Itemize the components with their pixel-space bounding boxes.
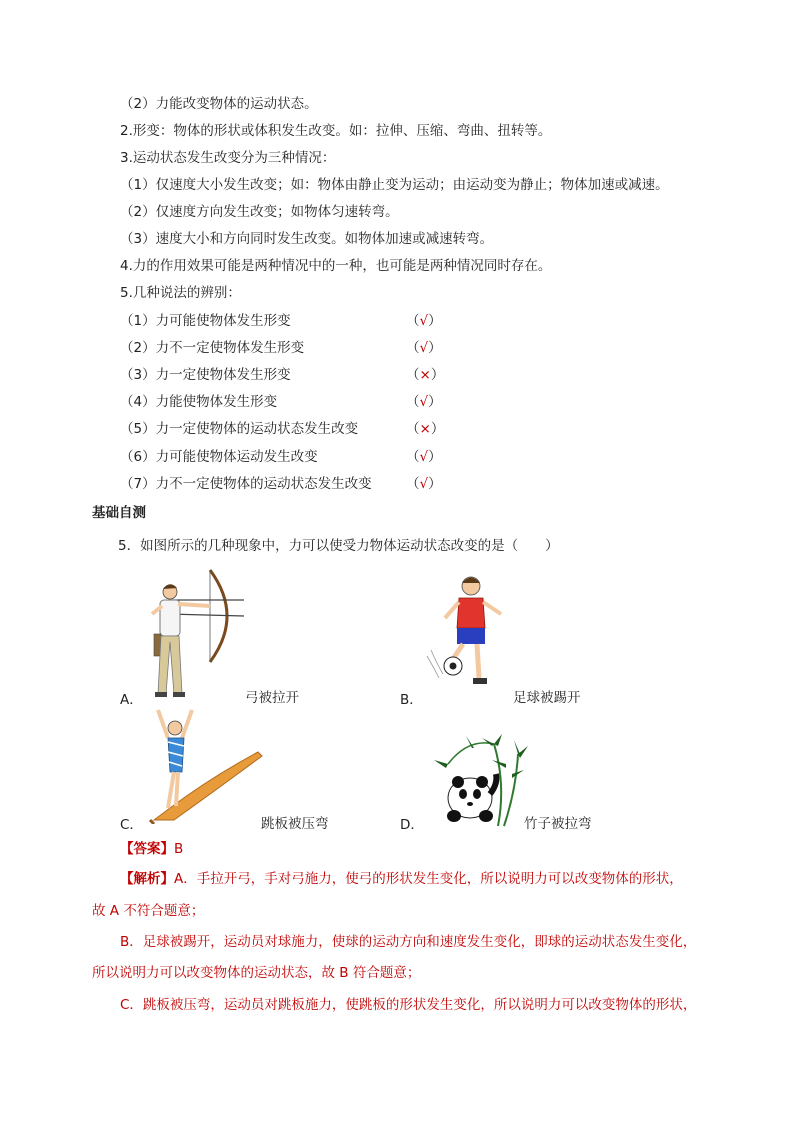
option-d-caption: 竹子被拉弯 <box>524 816 592 832</box>
option-a-caption: 弓被拉开 <box>245 690 299 706</box>
analysis-line: 故 A 不符合题意； <box>92 903 205 919</box>
option-c-caption: 跳板被压弯 <box>261 816 329 832</box>
text-line: 5.几种说法的辨别： <box>120 285 241 301</box>
check-mark: √ <box>419 340 429 356</box>
check-mark: √ <box>419 476 429 492</box>
answer-line <box>120 840 183 858</box>
answer-label: 【答案】 <box>120 841 174 857</box>
check-mark: √ <box>419 449 429 465</box>
option-b-caption: 足球被踢开 <box>513 690 581 706</box>
judgement-result: （√） <box>406 340 442 356</box>
text-line: （3）速度大小和方向同时发生改变。如物体加速或减速转弯。 <box>120 231 494 247</box>
judgement-statement: （3）力一定使物体发生形变 <box>120 367 291 383</box>
judgement-result: （√） <box>406 394 442 410</box>
judgement-statement: （5）力一定使物体的运动状态发生改变 <box>120 421 359 437</box>
analysis-line: B．足球被踢开，运动员对球施力，使球的运动方向和速度发生变化，即球的运动状态发生变化， <box>120 934 697 950</box>
judgement-statement: （6）力可能使物体运动发生改变 <box>120 449 318 465</box>
check-mark: √ <box>419 394 429 410</box>
option-d-letter: D． <box>400 817 424 833</box>
cross-mark: × <box>419 367 431 383</box>
judgement-result: （×） <box>406 421 445 437</box>
answer-value: B <box>174 841 184 857</box>
text-line: （2）力能改变物体的运动状态。 <box>120 96 318 112</box>
check-mark: √ <box>419 313 429 329</box>
judgement-statement: （4）力能使物体发生形变 <box>120 394 278 410</box>
text-line: 3.运动状态发生改变分为三种情况： <box>120 150 336 166</box>
analysis-line: 所以说明力可以改变物体的运动状态，故 B 符合题意； <box>92 965 421 981</box>
analysis-line: C．跳板被压弯，运动员对跳板施力，使跳板的形状发生变化，所以说明力可以改变物体的形状， <box>120 997 697 1013</box>
footballer-figure <box>425 574 515 692</box>
judgement-statement: （2）力不一定使物体发生形变 <box>120 340 305 356</box>
analysis-line: 【解析】A．手拉开弓，手对弓施力，使弓的形状发生变化，所以说明力可以改变物体的形状， <box>120 871 683 887</box>
option-b-letter: B． <box>400 692 423 708</box>
judgement-statement: （7）力不一定使物体的运动状态发生改变 <box>120 476 372 492</box>
panda-bamboo-figure <box>428 734 528 828</box>
text-line: 2.形变：物体的形状或体积发生改变。如：拉伸、压缩、弯曲、扭转等。 <box>120 123 552 139</box>
question-text: 5．如图所示的几种现象中，力可以使受力物体运动状态改变的是（ ） <box>118 538 559 554</box>
cross-mark: × <box>419 421 431 437</box>
judgement-result: （√） <box>406 476 442 492</box>
option-a-letter: A． <box>120 692 143 708</box>
text-line: （2）仅速度方向发生改变；如物体匀速转弯。 <box>120 204 399 220</box>
judgement-result: （√） <box>406 449 442 465</box>
text-line: 4.力的作用效果可能是两种情况中的一种，也可能是两种情况同时存在。 <box>120 258 552 274</box>
judgement-result: （√） <box>406 313 442 329</box>
judgement-result: （×） <box>406 367 445 383</box>
judgement-statement: （1）力可能使物体发生形变 <box>120 313 291 329</box>
option-c-letter: C． <box>120 817 143 833</box>
analysis-label: 【解析】 <box>120 871 174 887</box>
archer-figure <box>140 562 250 702</box>
text-line: （1）仅速度大小发生改变；如：物体由静止变为运动；由运动变为静止；物体加速或减速。 <box>120 177 669 193</box>
section-title: 基础自测 <box>92 505 146 521</box>
diver-figure <box>146 708 264 824</box>
